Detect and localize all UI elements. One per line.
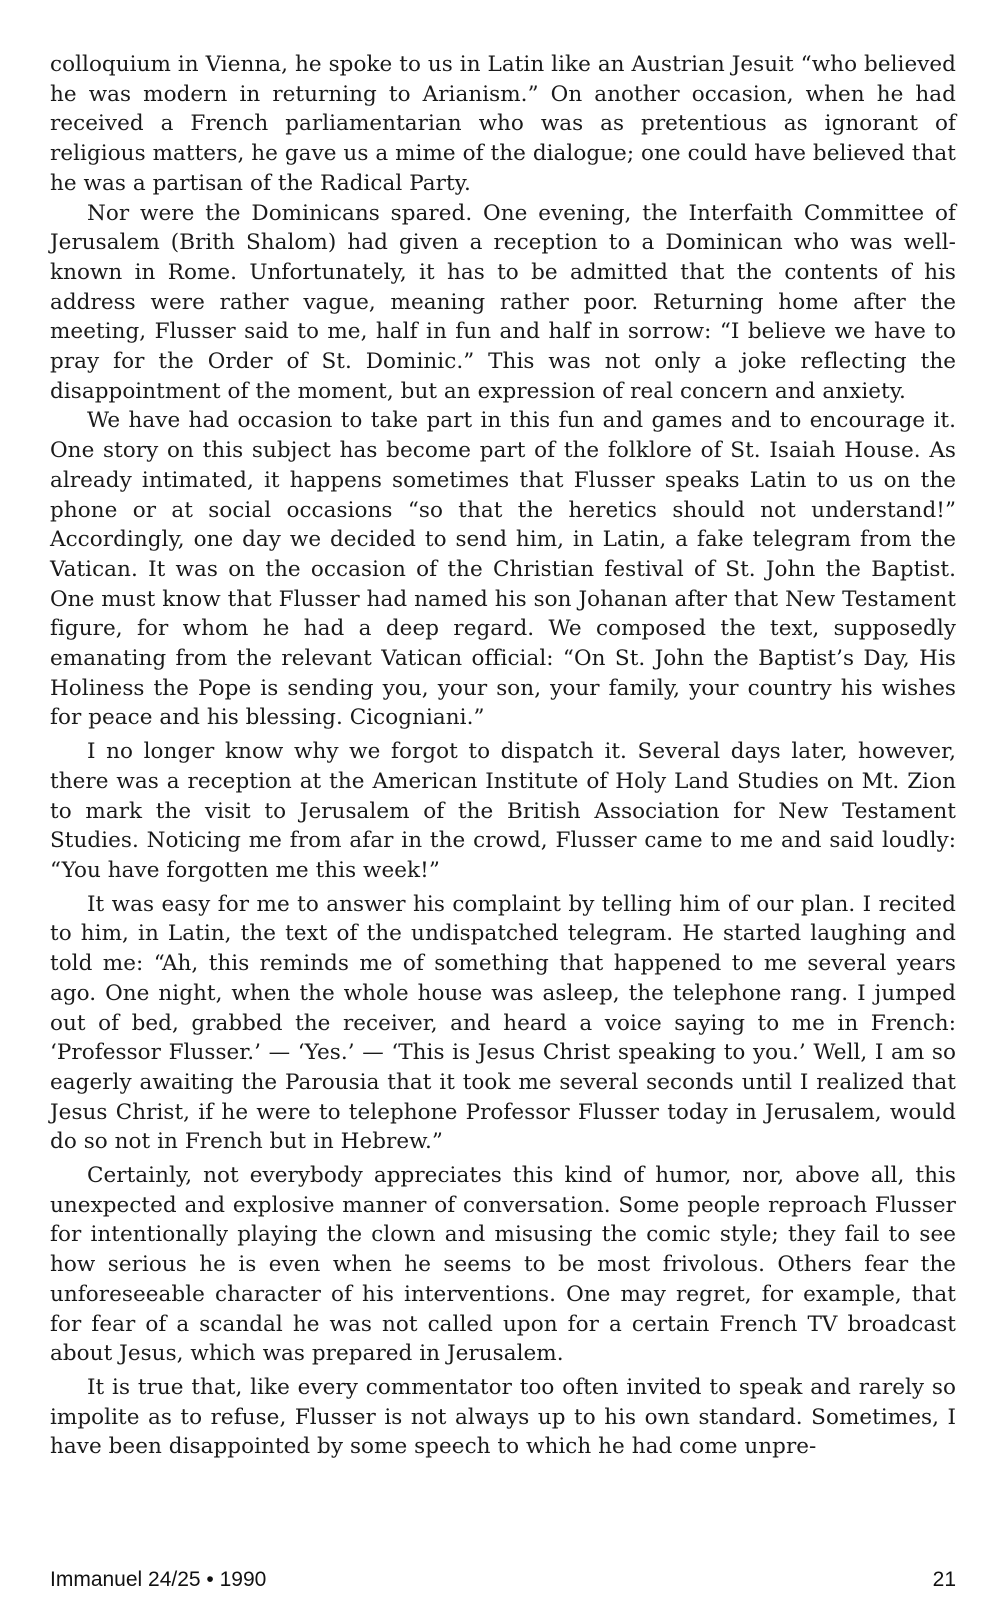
journal-citation: Immanuel 24/25 • 1990 bbox=[50, 1568, 267, 1591]
page-footer bbox=[50, 1568, 956, 1598]
paragraph-1: colloquium in Vienna, he spoke to us in Latin like an Austrian Jesuit “who believed he was modern in returning to Arianism.” On another occasion, when he had received a French parliamentarian who was as pretentious as ignorant of religious matters, he gave us a mime of the dialogue; one could have believed that he was a partisan of the Radical Party. bbox=[50, 52, 956, 196]
paragraph-3: We have had occasion to take part in this fun and games and to encourage it. One story on this subject has become part of the folklore of St. Isaiah House. As already intimated, it happens sometimes that Flusser speaks Latin to us on the phone or at social occasions “so that the heretics should not understand!” Accordingly, one day we decided to send him, in Latin, a fake telegram from the Vatican. It was on the occasion of the Christian festival of St. John the Baptist. One must know that Flusser had named his son Johanan after that New Testament figure, for whom he had a deep regard. We composed the text, supposedly emanating from the relevant Vatican official: “On St. John the Baptist’s Day, His Holiness the Pope is sending you, your son, your family, your country his wishes for peace and his blessing. Cicogniani.” bbox=[50, 408, 956, 731]
article-body bbox=[50, 50, 956, 1462]
page-number: 21 bbox=[932, 1568, 956, 1591]
paragraph-6: Certainly, not everybody appreciates this kind of humor, nor, above all, this unexpected and explosive manner of conversation. Some people reproach Flusser for intentionally playing the clown and misusing the comic style; they fail to see how serious he is even when he seems to be most frivolous. Others fear the unforeseeable character of his interventions. One may regret, for example, that for fear of a scandal he was not called upon for a certain French TV broadcast about Jesus, which was prepared in Jerusalem. bbox=[50, 1163, 956, 1367]
paragraph-7: It is true that, like every commentator too often invited to speak and rarely so impolite as to refuse, Flusser is not always up to his own standard. Sometimes, I have been disappointed by some speech to which he had come unpre- bbox=[50, 1374, 956, 1460]
paragraph-2: Nor were the Dominicans spared. One evening, the Interfaith Committee of Jerusalem (Brith Shalom) had given a reception to a Dominican who was well-known in Rome. Unfortunately, it has to be admitted that the contents of his address were rather vague, meaning rather poor. Returning home after the meeting, Flusser said to me, half in fun and half in sorrow: “I believe we have to pray for the Order of St. Dominic.” This was not only a joke reflecting the disappointment of the moment, but an expression of real concern and anxiety. bbox=[50, 200, 956, 404]
paragraph-5: It was easy for me to answer his complaint by telling him of our plan. I recited to him, in Latin, the text of the undispatched telegram. He started laughing and told me: “Ah, this reminds me of something that happened to me several years ago. One night, when the whole house was asleep, the telephone rang. I jumped out of bed, grabbed the receiver, and heard a voice saying to me in French: ‘Professor Flusser.’ — ‘Yes.’ — ‘This is Jesus Christ speaking to you.’ Well, I am so eagerly awaiting the Parousia that it took me several seconds until I realized that Jesus Christ, if he were to telephone Professor Flusser today in Jerusalem, would do so not in French but in Hebrew.” bbox=[50, 891, 956, 1155]
paragraph-4: I no longer know why we forgot to dispatch it. Several days later, however, there was a reception at the American Institute of Holy Land Studies on Mt. Zion to mark the visit to Jerusalem of the British Association for New Testament Studies. Noticing me from afar in the crowd, Flusser came to me and said loudly: “You have forgotten me this week!” bbox=[50, 739, 956, 883]
